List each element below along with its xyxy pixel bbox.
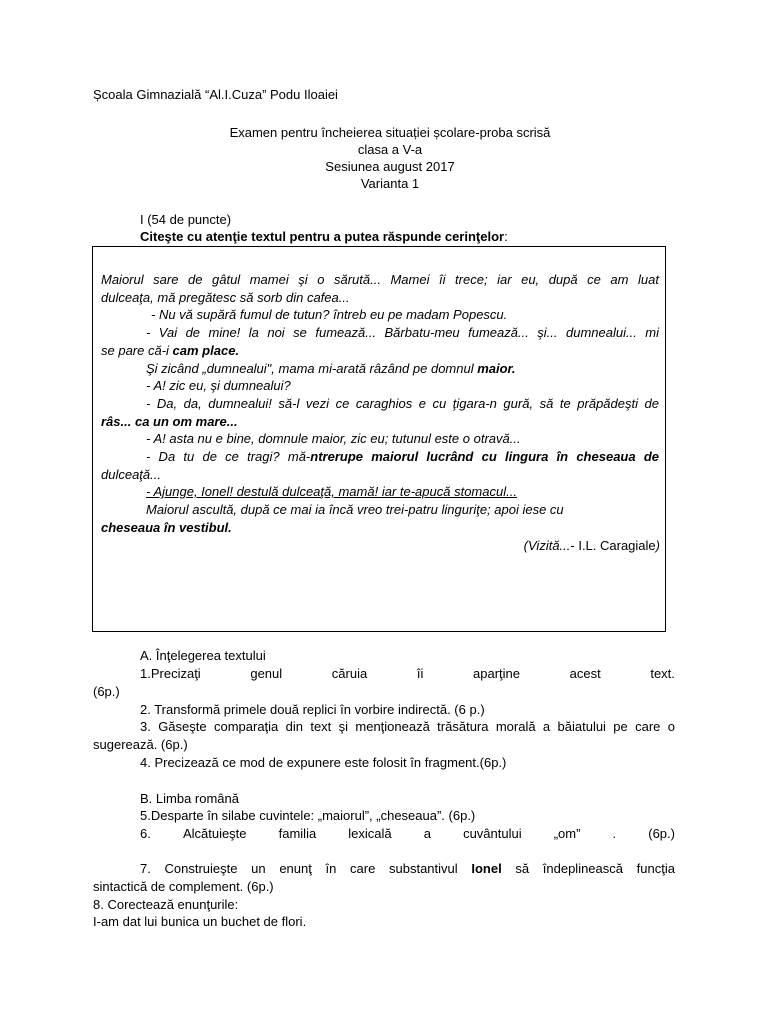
question-2: 2. Transformă primele două replici în vorbire indirectă. (6 p.) xyxy=(140,702,485,717)
passage-line: râs... ca un om mare... xyxy=(101,414,238,429)
passage-box xyxy=(92,246,666,632)
section-1-heading: I (54 de puncte) xyxy=(140,212,232,227)
passage-line: - Nu vă supără fumul de tutun? întreb eu pe madam Popescu. xyxy=(151,307,508,322)
session-label: Sesiunea august 2017 xyxy=(325,159,455,174)
variant-label: Varianta 1 xyxy=(360,176,420,191)
reading-instruction: Citeşte cu atenţie textul pentru a putea răspunde cerinţelor: xyxy=(140,229,508,244)
passage-line: - Ajunge, Ionel! destulă dulceaţă, mamă! iar te-apucă stomacul... xyxy=(146,484,517,499)
question-8: 8. Corectează enunţurile: xyxy=(93,897,239,912)
question-1-points: (6p.) xyxy=(93,684,120,699)
passage-line: - Da tu de ce tragi? mă-ntrerupe maiorul lucrând cu lingura în cheseaua de xyxy=(146,449,659,464)
exam-title: Examen pentru încheierea situației școlare-proba scrisă xyxy=(229,125,551,140)
question-7-cont: sintactică de complement. (6p.) xyxy=(93,879,274,894)
question-3: 3. Găseşte comparaţia din text şi menţionează trăsătura morală a băiatului pe care o xyxy=(140,719,675,734)
question-1: 1.Precizaţi genul căruia îi aparţine acest text. xyxy=(140,666,675,681)
question-7: 7. Construieşte un enunţ în care substantivul Ionel să îndeplinească funcţia xyxy=(140,861,675,876)
section-a-heading: A. Înţelegerea textului xyxy=(140,648,266,663)
question-8-sentence: I-am dat lui bunica un buchet de flori. xyxy=(93,914,307,929)
passage-line: dulceaţă... xyxy=(101,467,161,482)
passage-line: se pare că-i cam place. xyxy=(101,343,240,358)
class-label: clasa a V-a xyxy=(357,142,423,157)
passage-line: cheseaua în vestibul. xyxy=(101,520,232,535)
passage-line: Maiorul sare de gâtul mamei şi o sărută... Mamei îi trece; iar eu, după ce am luat xyxy=(101,272,659,287)
school-name: Școala Gimnazială “Al.I.Cuza” Podu Iloaiei xyxy=(93,87,338,102)
question-6: 6. Alcătuieşte familia lexicală a cuvântului „om” . (6p.) xyxy=(140,826,675,841)
passage-line: - A! zic eu, şi dumnealui? xyxy=(146,378,291,393)
question-4: 4. Precizează ce mod de expunere este folosit în fragment.(6p.) xyxy=(140,755,507,770)
passage-line: - A! asta nu e bine, domnule maior, zic eu; tutunul este o otravă... xyxy=(146,431,521,446)
question-3-cont: sugerează. (6p.) xyxy=(93,737,188,752)
passage-line: - Da, da, dumnealui! să-l vezi ce caraghios e cu ţigara-n gură, să te prăpădeşti de xyxy=(146,396,659,411)
passage-line: Şi zicând „dumnealui", mama mi-arată râzând pe domnul maior. xyxy=(146,361,516,376)
passage-line: Maiorul ascultă, după ce mai ia încă vreo trei-patru linguriţe; apoi iese cu xyxy=(146,502,564,517)
passage-line: - Vai de mine! la noi se fumează... Bărbatu-meu fumează... şi... dumnealui... mi xyxy=(146,325,659,340)
passage-line: dulceaţa, mă pregătesc să sorb din cafea... xyxy=(101,290,350,305)
passage-source: (Vizită...- I.L. Caragiale) xyxy=(523,538,660,553)
question-5: 5.Desparte în silabe cuvintele: „maiorul”, „cheseaua”. (6p.) xyxy=(140,808,476,823)
section-b-heading: B. Limba română xyxy=(140,791,239,806)
